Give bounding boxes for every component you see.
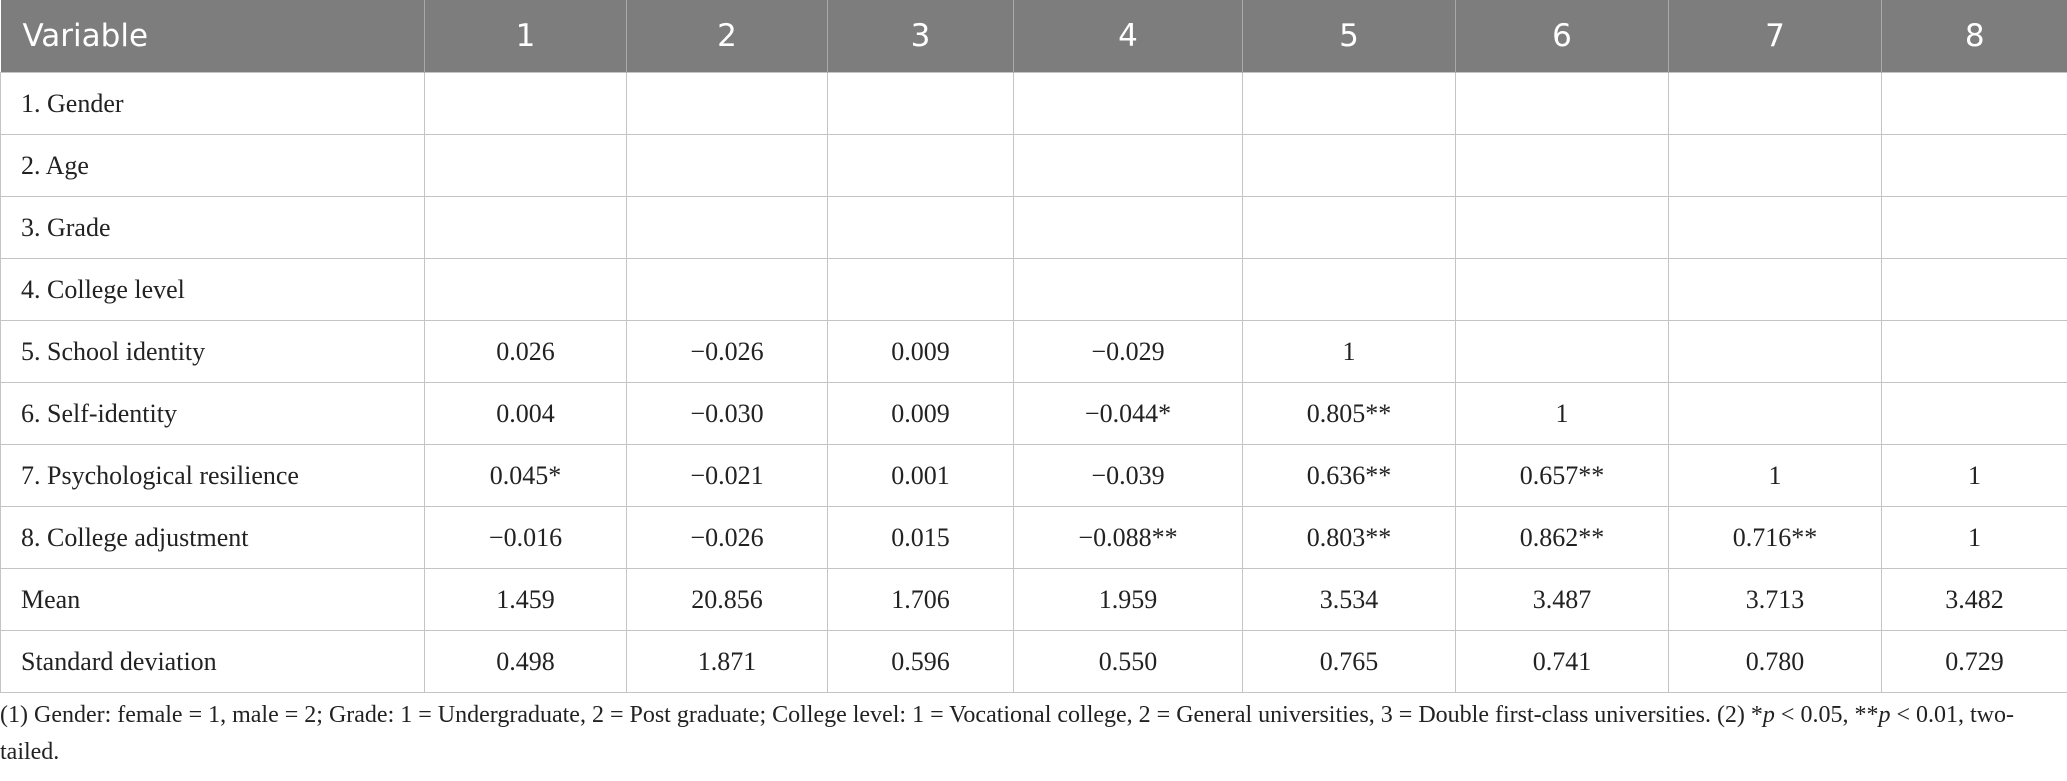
- table-row: [1, 259, 2067, 321]
- header-cell: 7: [1669, 0, 1882, 73]
- row-label: 5. School identity: [1, 321, 425, 383]
- row-label: Mean: [1, 569, 425, 631]
- row-label: 3. Grade: [1, 197, 425, 259]
- table-cell: 0.862**: [1456, 507, 1669, 569]
- table-cell: [425, 73, 627, 135]
- table-cell: 0.026: [425, 321, 627, 383]
- table-cell: 0.805**: [1243, 383, 1456, 445]
- table-cell: −0.030: [627, 383, 828, 445]
- footnote-text: < 0.05, **: [1774, 702, 1879, 728]
- table-cell: 0.765: [1243, 631, 1456, 693]
- table-row: [1, 197, 2067, 259]
- table-cell: 3.487: [1456, 569, 1669, 631]
- row-label: 7. Psychological resilience: [1, 445, 425, 507]
- table-cell: [1456, 259, 1669, 321]
- table-cell: −0.039: [1014, 445, 1243, 507]
- table-cell: −0.021: [627, 445, 828, 507]
- footnote-text: < 0.01, two-tailed.: [0, 702, 2014, 765]
- table-cell: 0.803**: [1243, 507, 1456, 569]
- table-cell: −0.088**: [1014, 507, 1243, 569]
- table-cell: 0.636**: [1243, 445, 1456, 507]
- header-cell: 4: [1014, 0, 1243, 73]
- table-cell: 1: [1243, 321, 1456, 383]
- table-cell: [1669, 197, 1882, 259]
- table-cell: 0.004: [425, 383, 627, 445]
- table-cell: [627, 135, 828, 197]
- table-cell: [828, 259, 1014, 321]
- table-cell: [1014, 259, 1243, 321]
- table-row: [1, 569, 2067, 631]
- table-cell: [1456, 73, 1669, 135]
- table-cell: 1.959: [1014, 569, 1243, 631]
- footnote-p-symbol: p: [1762, 702, 1775, 728]
- table-cell: [1882, 135, 2067, 197]
- header-cell: Variable: [1, 0, 425, 73]
- table-cell: [1669, 259, 1882, 321]
- table-cell: 0.045*: [425, 445, 627, 507]
- table-cell: [1456, 197, 1669, 259]
- table-cell: [1669, 73, 1882, 135]
- table-cell: [1014, 197, 1243, 259]
- row-label: 4. College level: [1, 259, 425, 321]
- table-cell: [1243, 73, 1456, 135]
- table-cell: 1: [1882, 507, 2067, 569]
- table-row: [1, 73, 2067, 135]
- table-cell: −0.026: [627, 321, 828, 383]
- table-cell: [1456, 135, 1669, 197]
- table-cell: [828, 73, 1014, 135]
- row-label: Standard deviation: [1, 631, 425, 693]
- table-cell: 0.780: [1669, 631, 1882, 693]
- table-cell: [828, 135, 1014, 197]
- table-cell: 1: [1669, 445, 1882, 507]
- table-cell: 3.482: [1882, 569, 2067, 631]
- table-cell: 0.009: [828, 383, 1014, 445]
- table-cell: 0.596: [828, 631, 1014, 693]
- table-row: [1, 445, 2067, 507]
- table-cell: 0.009: [828, 321, 1014, 383]
- header-cell: 1: [425, 0, 627, 73]
- table-row: [1, 507, 2067, 569]
- table-cell: 1.871: [627, 631, 828, 693]
- table-cell: 1: [1882, 445, 2067, 507]
- table-cell: 0.657**: [1456, 445, 1669, 507]
- table-row: [1, 321, 2067, 383]
- table-cell: 0.729: [1882, 631, 2067, 693]
- table-cell: [828, 197, 1014, 259]
- table-cell: 3.713: [1669, 569, 1882, 631]
- table-cell: −0.029: [1014, 321, 1243, 383]
- table-cell: [627, 197, 828, 259]
- table-cell: [425, 197, 627, 259]
- table-cell: 0.498: [425, 631, 627, 693]
- table-cell: 0.001: [828, 445, 1014, 507]
- table-cell: 1: [1456, 383, 1669, 445]
- table-cell: [1014, 135, 1243, 197]
- table-cell: [1882, 383, 2067, 445]
- table-cell: [425, 135, 627, 197]
- table-cell: [627, 73, 828, 135]
- row-label: 2. Age: [1, 135, 425, 197]
- footnote-text: (1) Gender: female = 1, male = 2; Grade: 1 = Undergraduate, 2 = Post graduate; College level: 1 = Vocational college, 2 = General universities, 3 = Double first-class universities. (2) *: [0, 702, 1763, 728]
- table-cell: [1882, 73, 2067, 135]
- table-footnote: [0, 697, 2050, 771]
- table-cell: 3.534: [1243, 569, 1456, 631]
- header-row: [1, 0, 2067, 73]
- table-cell: [1014, 73, 1243, 135]
- header-cell: 8: [1882, 0, 2067, 73]
- table-cell: [1669, 383, 1882, 445]
- table-cell: 0.716**: [1669, 507, 1882, 569]
- table-cell: [1669, 321, 1882, 383]
- header-cell: 5: [1243, 0, 1456, 73]
- table-cell: [425, 259, 627, 321]
- table-cell: 20.856: [627, 569, 828, 631]
- header-cell: 6: [1456, 0, 1669, 73]
- table-cell: 0.015: [828, 507, 1014, 569]
- table-cell: −0.026: [627, 507, 828, 569]
- table-cell: [1243, 259, 1456, 321]
- table-row: [1, 631, 2067, 693]
- table-cell: [1882, 321, 2067, 383]
- table-cell: [1669, 135, 1882, 197]
- table-cell: −0.016: [425, 507, 627, 569]
- header-cell: 3: [828, 0, 1014, 73]
- header-cell: 2: [627, 0, 828, 73]
- table-cell: [1243, 135, 1456, 197]
- table-cell: [1882, 259, 2067, 321]
- row-label: 8. College adjustment: [1, 507, 425, 569]
- row-label: 6. Self-identity: [1, 383, 425, 445]
- table-cell: [627, 259, 828, 321]
- table-row: [1, 383, 2067, 445]
- table-cell: [1243, 197, 1456, 259]
- table-cell: [1882, 197, 2067, 259]
- table-cell: 0.550: [1014, 631, 1243, 693]
- table-cell: 1.706: [828, 569, 1014, 631]
- table-row: [1, 135, 2067, 197]
- footnote-p-symbol: p: [1878, 702, 1891, 728]
- table-cell: −0.044*: [1014, 383, 1243, 445]
- table-cell: 1.459: [425, 569, 627, 631]
- table-cell: 0.741: [1456, 631, 1669, 693]
- table-cell: [1456, 321, 1669, 383]
- row-label: 1. Gender: [1, 73, 425, 135]
